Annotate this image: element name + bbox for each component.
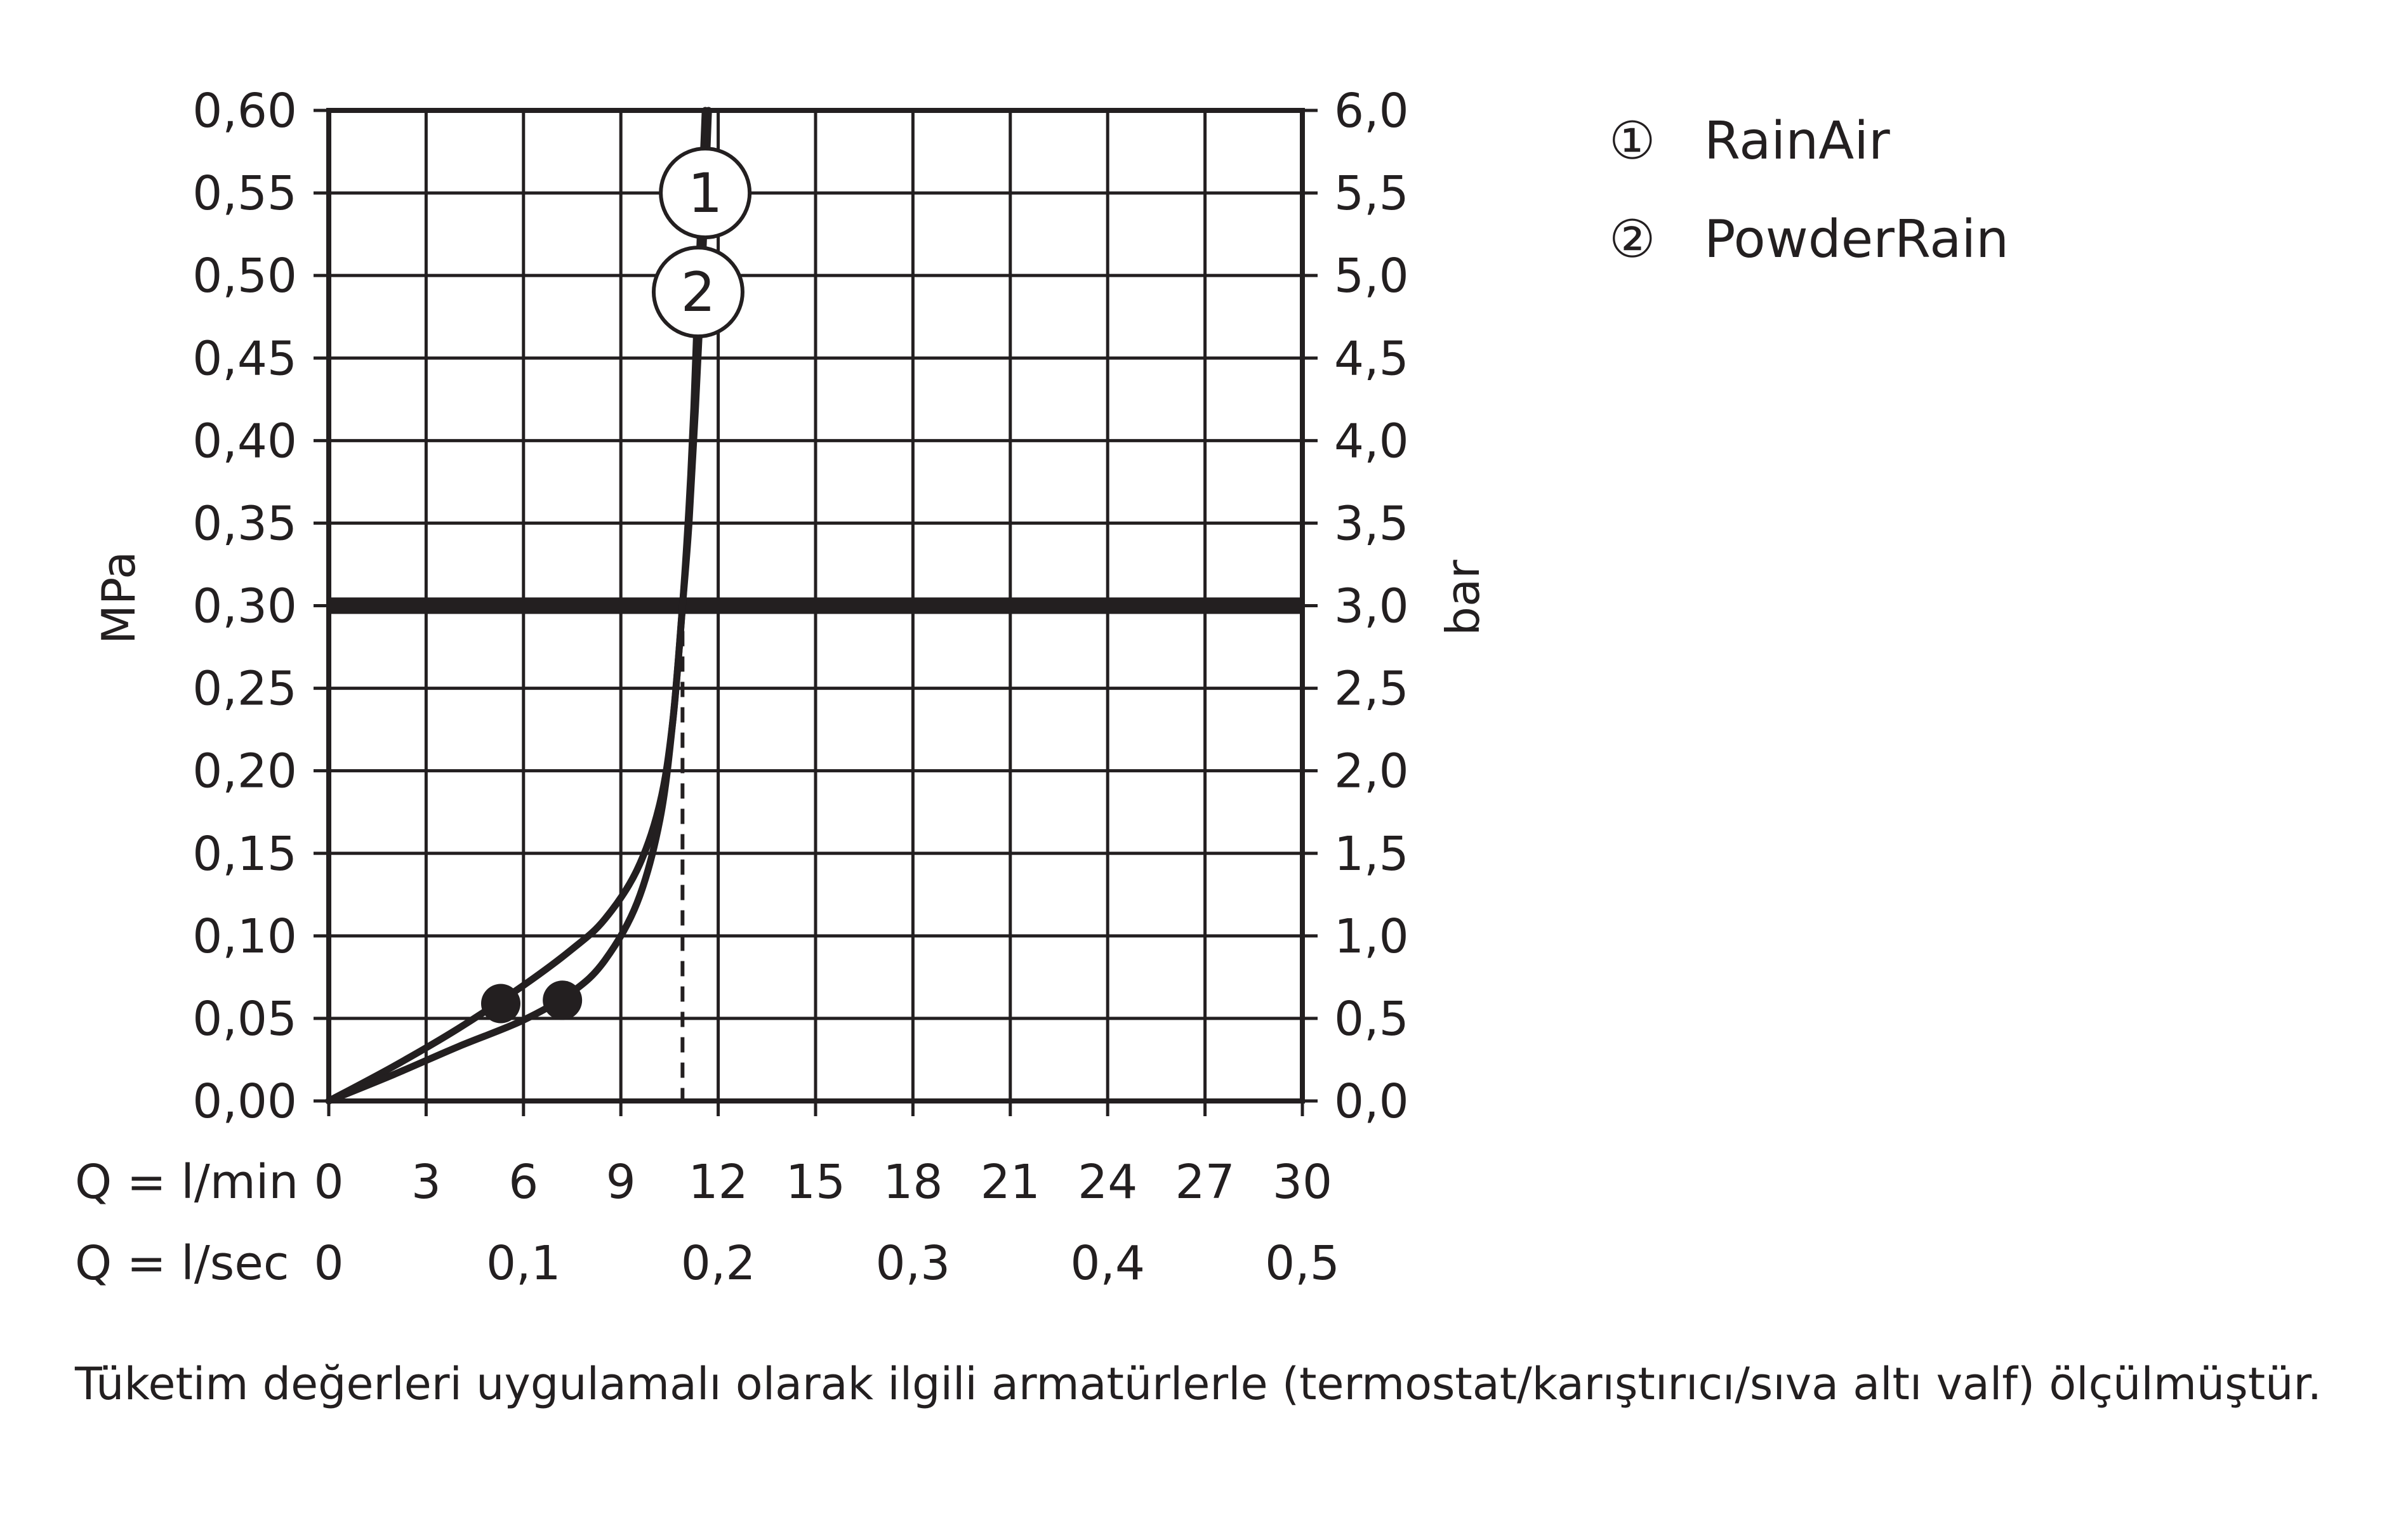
y-left-tick-label: 0,05 (192, 991, 297, 1046)
x-tick-label-lmin: 27 (1175, 1155, 1235, 1209)
x-axis-title-lmin: Q = l/min (75, 1155, 299, 1209)
y-left-tick-label: 0,55 (192, 166, 297, 221)
legend-label-1: RainAir (1704, 111, 1890, 171)
series-marker-label-rainair: 1 (687, 162, 723, 226)
x-tick-label-lsec: 0 (314, 1236, 344, 1291)
legend-label-2: PowderRain (1704, 209, 2009, 270)
y-right-tick-label: 1,5 (1334, 826, 1409, 881)
y-left-tick-label: 0,25 (192, 661, 297, 716)
legend-symbol-2: ② (1609, 209, 1656, 270)
y-right-tick-label: 1,0 (1334, 909, 1409, 964)
y-right-tick-label: 5,5 (1334, 166, 1409, 221)
y-right-tick-label: 0,5 (1334, 991, 1409, 1046)
x-tick-label-lmin: 12 (688, 1155, 748, 1209)
y-left-tick-label: 0,60 (192, 84, 297, 138)
y-left-tick-label: 0,50 (192, 249, 297, 304)
y-left-tick-label: 0,10 (192, 909, 297, 964)
footnote: Tüketim değerleri uygulamalı olarak ilgili armatürlerle (termostat/karıştırıcı/sıva altı valf) ölçülmüştür. (74, 1358, 2322, 1410)
y-right-tick-label: 4,0 (1334, 414, 1409, 469)
x-tick-label-lmin: 21 (980, 1155, 1040, 1209)
y-right-tick-label: 0,0 (1334, 1074, 1409, 1129)
y-left-axis-title: MPa (92, 551, 145, 645)
x-tick-label-lsec: 0,1 (486, 1236, 561, 1291)
y-left-tick-label: 0,15 (192, 826, 297, 881)
y-right-tick-label: 3,0 (1334, 579, 1409, 634)
series-marker-label-powderrain: 2 (680, 261, 716, 325)
legend-item-rainair (1609, 111, 1890, 171)
y-left-tick-label: 0,35 (192, 496, 297, 551)
x-tick-label-lmin: 30 (1272, 1155, 1333, 1209)
legend-item-powderrain (1609, 209, 2009, 270)
legend-symbol-1: ① (1609, 111, 1656, 171)
x-tick-label-lsec: 0,4 (1070, 1236, 1146, 1291)
x-tick-label-lmin: 9 (605, 1155, 636, 1209)
y-right-tick-label: 3,5 (1334, 496, 1409, 551)
x-axis-title-lsec: Q = l/sec (75, 1236, 289, 1291)
y-left-tick-label: 0,00 (192, 1074, 297, 1129)
y-right-tick-label: 5,0 (1334, 249, 1409, 304)
y-right-tick-label: 2,0 (1334, 744, 1409, 799)
x-tick-label-lsec: 0,2 (680, 1236, 756, 1291)
x-tick-label-lmin: 24 (1078, 1155, 1138, 1209)
y-right-tick-label: 6,0 (1334, 84, 1409, 138)
legend (1609, 111, 2009, 270)
x-tick-label-lmin: 6 (508, 1155, 539, 1209)
x-tick-label-lmin: 15 (785, 1155, 846, 1209)
x-tick-label-lmin: 3 (411, 1155, 441, 1209)
x-tick-label-lsec: 0,5 (1265, 1236, 1340, 1291)
y-left-tick-label: 0,20 (192, 744, 297, 799)
min-pressure-point-powderrain (543, 980, 582, 1020)
x-tick-label-lmin: 18 (883, 1155, 943, 1209)
y-right-tick-label: 2,5 (1334, 661, 1409, 716)
y-left-tick-label: 0,30 (192, 579, 297, 634)
x-tick-label-lmin: 0 (314, 1155, 344, 1209)
x-tick-label-lsec: 0,3 (875, 1236, 951, 1291)
y-left-tick-label: 0,40 (192, 414, 297, 469)
y-right-tick-label: 4,5 (1334, 331, 1409, 386)
min-pressure-point-rainair (481, 984, 520, 1024)
y-right-axis-title: bar (1436, 560, 1490, 636)
y-left-tick-label: 0,45 (192, 331, 297, 386)
